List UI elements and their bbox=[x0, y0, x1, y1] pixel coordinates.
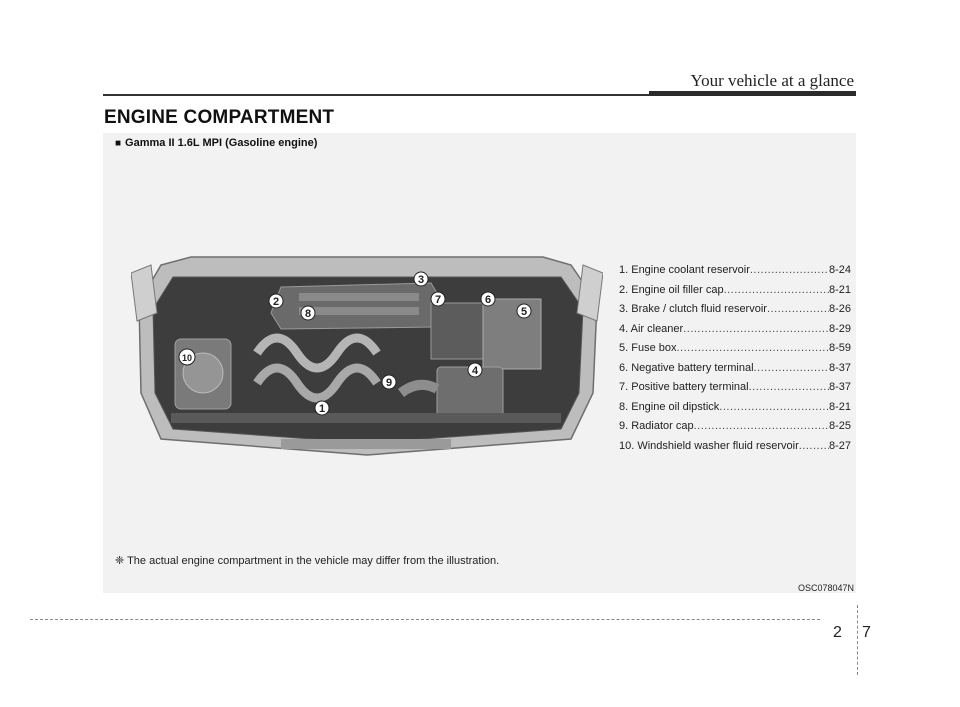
engine-compartment-illustration bbox=[131, 243, 603, 463]
header-title: Your vehicle at a glance bbox=[690, 71, 854, 90]
legend-item: 5. Fuse box ..... 8-59 bbox=[619, 339, 851, 359]
callout-8 bbox=[301, 306, 315, 320]
svg-text:3: 3 bbox=[417, 274, 425, 286]
legend-item: 6. Negative battery terminal ..... 8-37 bbox=[619, 359, 851, 379]
component-legend bbox=[619, 261, 851, 456]
svg-text:1: 1 bbox=[318, 403, 326, 415]
illustration-note: ❈ The actual engine compartment in the vehicle may differ from the illustration. bbox=[115, 555, 500, 567]
svg-text:5: 5 bbox=[520, 306, 528, 318]
svg-text:4: 4 bbox=[471, 365, 479, 377]
chapter-number: 2 bbox=[833, 624, 842, 641]
svg-text:7: 7 bbox=[434, 294, 442, 306]
figure-code: OSC078047N bbox=[797, 583, 854, 593]
callout-1 bbox=[315, 401, 329, 415]
svg-text:2: 2 bbox=[272, 296, 280, 308]
callout-4 bbox=[468, 363, 482, 377]
svg-text:6: 6 bbox=[484, 294, 492, 306]
callout-2 bbox=[269, 294, 283, 308]
svg-text:8: 8 bbox=[304, 308, 312, 320]
svg-text:9: 9 bbox=[385, 377, 393, 389]
callout-3 bbox=[414, 272, 428, 286]
footer-vertical-dashed-rule bbox=[857, 605, 858, 675]
legend-item: 10. Windshield washer fluid reservoir ..... 8-27 bbox=[619, 437, 851, 457]
callout-10 bbox=[179, 349, 195, 365]
callout-5 bbox=[517, 304, 531, 318]
engine-subtitle-text: Gamma II 1.6L MPI (Gasoline engine) bbox=[125, 137, 318, 149]
callout-9 bbox=[382, 375, 396, 389]
legend-item: 1. Engine coolant reservoir ..... 8-24 bbox=[619, 261, 851, 281]
square-bullet-icon: ■ bbox=[115, 138, 122, 149]
legend-item: 9. Radiator cap ..... 8-25 bbox=[619, 417, 851, 437]
legend-item: 4. Air cleaner ..... 8-29 bbox=[619, 320, 851, 340]
legend-item: 3. Brake / clutch fluid reservoir ..... 8-26 bbox=[619, 300, 851, 320]
engine-subtitle bbox=[115, 137, 317, 149]
content-panel bbox=[103, 133, 856, 593]
section-title: ENGINE COMPARTMENT bbox=[104, 107, 335, 128]
page-number: 7 bbox=[862, 624, 871, 641]
callout-6 bbox=[481, 292, 495, 306]
footer-dashed-rule bbox=[30, 619, 820, 620]
legend-item: 8. Engine oil dipstick ..... 8-21 bbox=[619, 398, 851, 418]
legend-item: 2. Engine oil filler cap ..... 8-21 bbox=[619, 281, 851, 301]
header-rule-accent bbox=[649, 91, 856, 96]
callout-7 bbox=[431, 292, 445, 306]
svg-text:10: 10 bbox=[181, 353, 193, 363]
legend-item: 7. Positive battery terminal ..... 8-37 bbox=[619, 378, 851, 398]
